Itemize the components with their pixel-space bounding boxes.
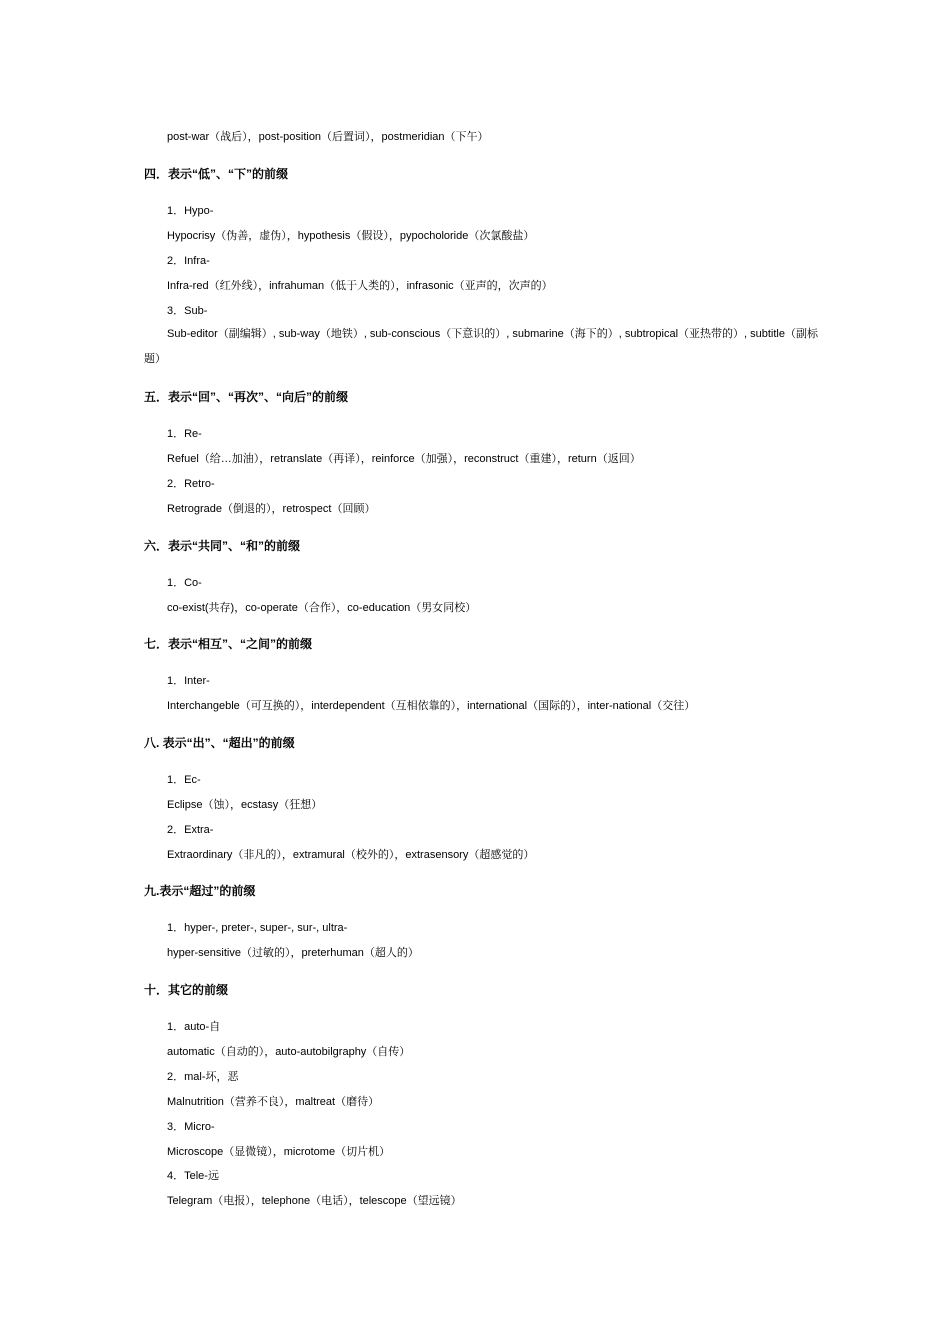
text-line: hyper-sensitive（过敏的），preterhuman（超人的） xyxy=(167,947,419,959)
text-line: 3．Micro- xyxy=(167,1121,215,1133)
text-line: automatic（自动的），auto-autobilgraphy（自传） xyxy=(167,1046,411,1058)
text-line: Infra-red（红外线），infrahuman（低于人类的），infrasonic（亚声的，次声的） xyxy=(167,280,553,292)
text-line: Eclipse（蚀），ecstasy（狂想） xyxy=(167,799,323,811)
text-line: 2．Infra- xyxy=(167,255,210,267)
section-heading: 六．表示“共同”、“和”的前缀 xyxy=(144,539,301,553)
text-line: Sub-editor（副编辑）, sub-way（地铁）, sub-conscious（下意识的）, submarine（海下的）, subtropical（亚热带的）, subtitle（副标题） xyxy=(144,328,818,365)
text-line: 1．Ec- xyxy=(167,774,201,786)
text-line: post-war（战后），post-position（后置词），postmeridian（下午） xyxy=(167,131,489,143)
section-heading: 八. 表示“出”、“超出”的前缀 xyxy=(144,736,295,750)
text-line: 1．Co- xyxy=(167,577,202,589)
section-heading: 五．表示“回”、“再次”、“向后”的前缀 xyxy=(144,390,349,404)
text-line: 1．Hypo- xyxy=(167,205,214,217)
text-line: Interchangeble（可互换的），interdependent（互相依靠的），international（国际的），inter-national（交往） xyxy=(167,700,696,712)
text-line: 1．Re- xyxy=(167,428,202,440)
text-line: Retrograde（倒退的），retrospect（回顾） xyxy=(167,503,376,515)
section-heading: 九.表示“超过”的前缀 xyxy=(144,884,256,898)
text-line: 1．Inter- xyxy=(167,675,210,687)
text-line: Malnutrition（营养不良），maltreat（磨待） xyxy=(167,1096,380,1108)
text-line: Microscope（显微镜），microtome（切片机） xyxy=(167,1146,391,1158)
text-line: 3．Sub- xyxy=(167,305,208,317)
text-line: Hypocrisy（伪善，虚伪），hypothesis（假设），pypocholoride（次氯酸盐） xyxy=(167,230,535,242)
section-heading: 十．其它的前缀 xyxy=(144,983,229,997)
text-line: 1．hyper-, preter-, super-, sur-, ultra- xyxy=(167,922,348,934)
section-heading: 七．表示“相互”、“之间”的前缀 xyxy=(144,637,313,651)
text-line: 2．Extra- xyxy=(167,824,214,836)
text-line: 1．auto-自 xyxy=(167,1021,221,1033)
text-line: 2．mal-坏，恶 xyxy=(167,1071,239,1083)
text-line: 2．Retro- xyxy=(167,478,215,490)
text-line: Telegram（电报），telephone（电话），telescope（望远镜） xyxy=(167,1195,462,1207)
text-line: 4．Tele-远 xyxy=(167,1170,219,1182)
text-line: Extraordinary（非凡的），extramural（校外的），extrasensory（超感觉的） xyxy=(167,849,535,861)
section-heading: 四．表示“低”、“下”的前缀 xyxy=(144,167,289,181)
text-line: co-exist(共存)，co-operate（合作），co-education（男女同校） xyxy=(167,602,477,614)
text-line: Refuel（给…加油），retranslate（再译），reinforce（加强），reconstruct（重建），return（返回） xyxy=(167,453,641,465)
